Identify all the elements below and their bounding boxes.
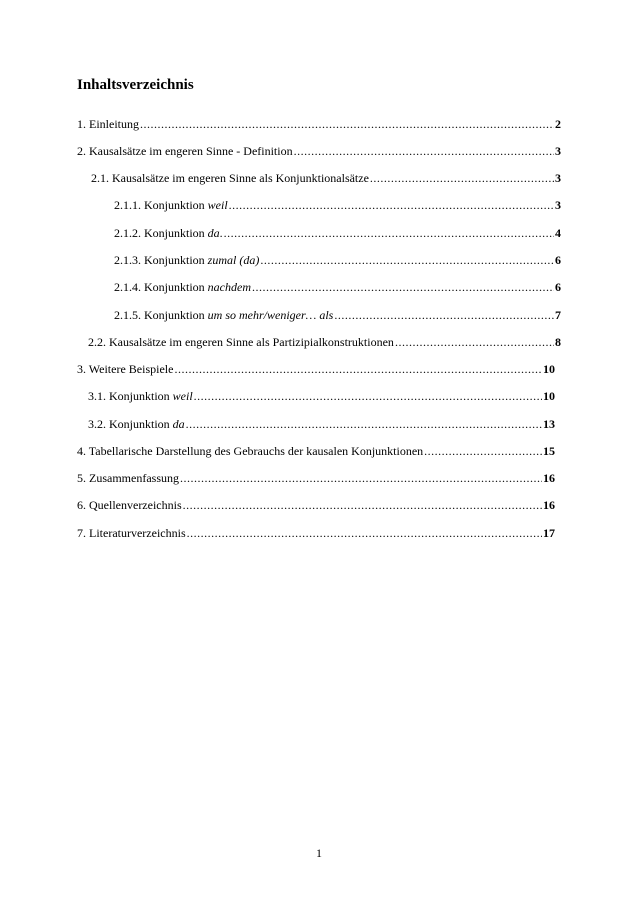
toc-page-number: 3 [555,144,561,158]
toc-entry[interactable] [77,443,555,459]
toc-leader-dots [424,443,542,459]
toc-entry-title: 2.1.5. Konjunktion um so mehr/weniger… als [114,308,334,322]
toc-leader-dots [395,334,554,350]
toc-page-number: 16 [543,471,555,485]
toc-page-number: 13 [543,417,555,431]
toc-entry[interactable] [77,116,561,132]
toc-page-number: 6 [555,280,561,294]
toc-entry[interactable] [114,225,561,241]
toc-page-number: 6 [555,253,561,267]
toc-page-number: 8 [555,335,561,349]
toc-page-number: 2 [555,117,561,131]
toc-entry-title: 6. Quellenverzeichnis [77,498,182,512]
toc-entry-title: 2.1.3. Konjunktion zumal (da) [114,253,260,267]
toc-entry[interactable] [88,334,561,350]
toc-leader-dots [224,225,554,241]
toc-entry-title: 2. Kausalsätze im engeren Sinne - Definition [77,144,293,158]
toc-entry[interactable] [91,170,561,186]
toc-entry-title: 2.2. Kausalsätze im engeren Sinne als Partizipialkonstruktionen [88,335,394,349]
toc-entry[interactable] [114,307,561,323]
toc-page-number: 15 [543,444,555,458]
toc-entry-title: 1. Einleitung [77,117,139,131]
toc-page-number: 10 [543,389,555,403]
toc-entry[interactable] [77,497,555,513]
toc-entry-title: 5. Zusammenfassung [77,471,179,485]
toc-page-number: 3 [555,171,561,185]
toc-entry-title: 2.1.4. Konjunktion nachdem [114,280,251,294]
toc-leader-dots [183,497,542,513]
toc-leader-dots [180,470,542,486]
toc-entry-title: 7. Literaturverzeichnis [77,526,186,540]
toc-leader-dots [187,525,542,541]
toc-leader-dots [140,116,554,132]
toc-leader-dots [194,388,542,404]
toc-entry-title: 2.1.1. Konjunktion weil [114,198,228,212]
toc-leader-dots [260,252,554,268]
toc-entry[interactable] [77,361,555,377]
toc-entry[interactable] [77,143,561,159]
toc-entry[interactable] [88,416,555,432]
toc-leader-dots [252,279,554,295]
toc-entry-title: 3.1. Konjunktion weil [88,389,193,403]
toc-entry[interactable] [114,252,561,268]
toc-entry-title: 2.1.2. Konjunktion da. [114,226,223,240]
toc-leader-dots [229,197,554,213]
toc-entry[interactable] [77,525,555,541]
page-number: 1 [316,846,322,860]
toc-leader-dots [186,416,542,432]
toc-entry-title: 2.1. Kausalsätze im engeren Sinne als Konjunktionalsätze [91,171,369,185]
toc-entry[interactable] [88,388,555,404]
toc-leader-dots [334,307,554,323]
toc-entry-title: 3.2. Konjunktion da [88,417,185,431]
toc-leader-dots [174,361,542,377]
toc-page-number: 3 [555,198,561,212]
toc-page-number: 10 [543,362,555,376]
toc-page-number: 7 [555,308,561,322]
toc-heading: Inhaltsverzeichnis [77,77,194,93]
toc-leader-dots [370,170,554,186]
toc-entry[interactable] [77,470,555,486]
toc-page-number: 16 [543,498,555,512]
toc-entry-title: 4. Tabellarische Darstellung des Gebrauchs der kausalen Konjunktionen [77,444,424,458]
toc-entry[interactable] [114,197,561,213]
toc-entry[interactable] [114,279,561,295]
toc-page-number: 4 [555,226,561,240]
toc-leader-dots [294,143,554,159]
toc-page-number: 17 [543,526,555,540]
toc-entry-title: 3. Weitere Beispiele [77,362,174,376]
